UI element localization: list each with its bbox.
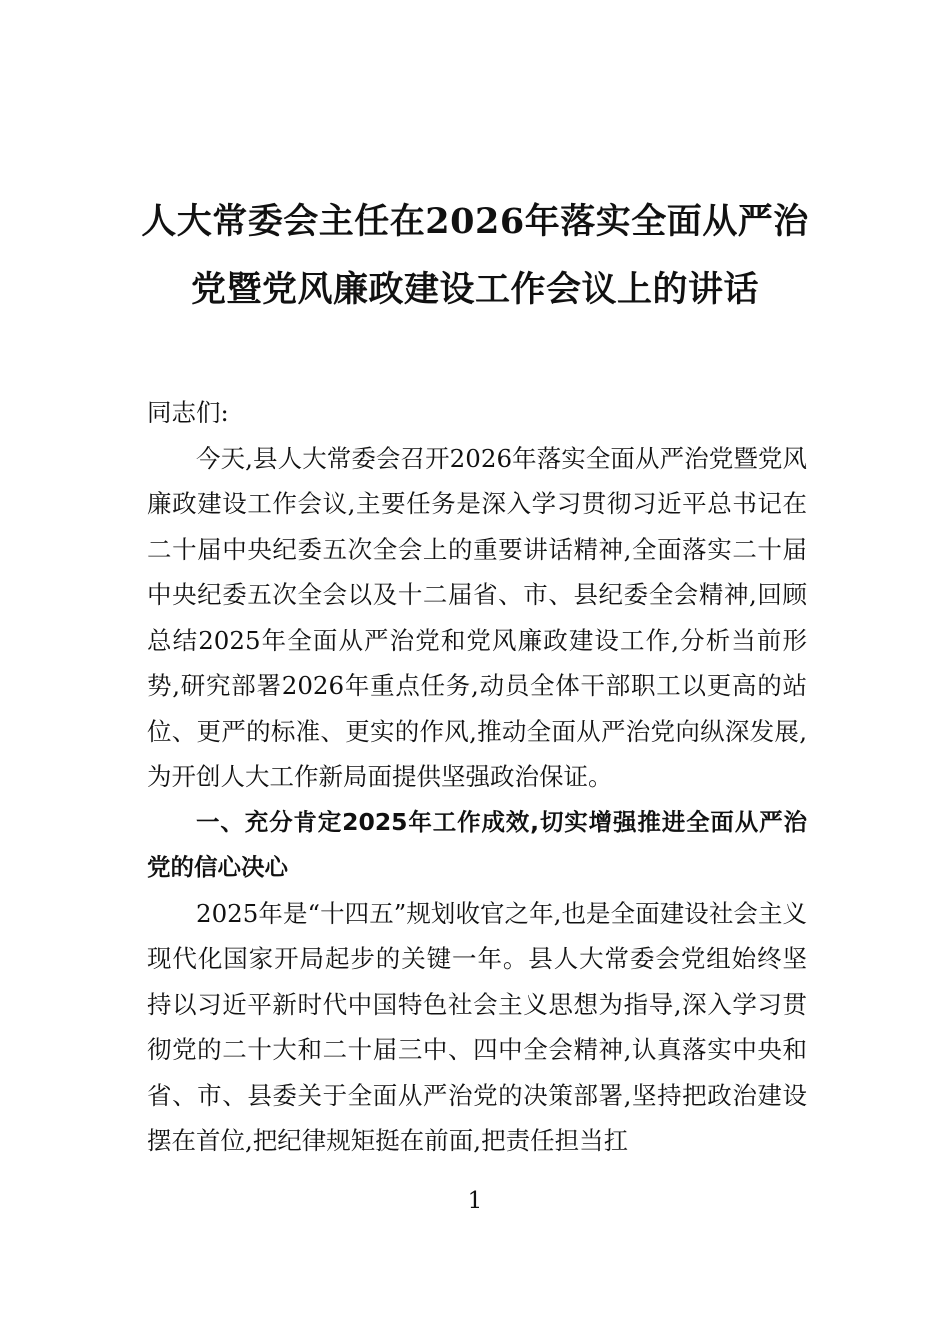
section-heading-1: 一、充分肯定2025年工作成效,切实增强推进全面从严治党的信心决心 [147, 807, 807, 881]
title-line-1: 人大常委会主任在2026年落实全面从严治 [141, 201, 809, 242]
paragraph-section-1: 2025年是“十四五”规划收官之年,也是全面建设社会主义现代化国家开局起步的关键一年。县人大常委会党组始终坚持以习近平新时代中国特色社会主义思想为指导,深入学习贯彻党的二十大和二十届三中、四中全会精神,认真落实中央和省、市、县委关于全面从严治党的决策部署,坚持把政治建设摆在首位,把纪律规矩挺在前面,把责任担当扛 [147, 898, 807, 1155]
title-line-2: 党暨党风廉政建设工作会议上的讲话 [190, 269, 759, 310]
salutation: 同志们: [147, 398, 229, 427]
document-body [147, 390, 807, 1164]
page-number: 1 [467, 1188, 483, 1214]
paragraph-intro: 今天,县人大常委会召开2026年落实全面从严治党暨党风廉政建设工作会议,主要任务是深入学习贯彻习近平总书记在二十届中央纪委五次全会上的重要讲话精神,全面落实二十届中央纪委五次全会以及十二届省、市、县纪委全会精神,回顾总结2025年全面从严治党和党风廉政建设工作,分析当前形势,研究部署2026年重点任务,动员全体干部职工以更高的站位、更严的标准、更实的作风,推动全面从严治党向纵深发展,为开创人大工作新局面提供坚强政治保证。 [147, 443, 807, 791]
document-title [100, 188, 850, 324]
